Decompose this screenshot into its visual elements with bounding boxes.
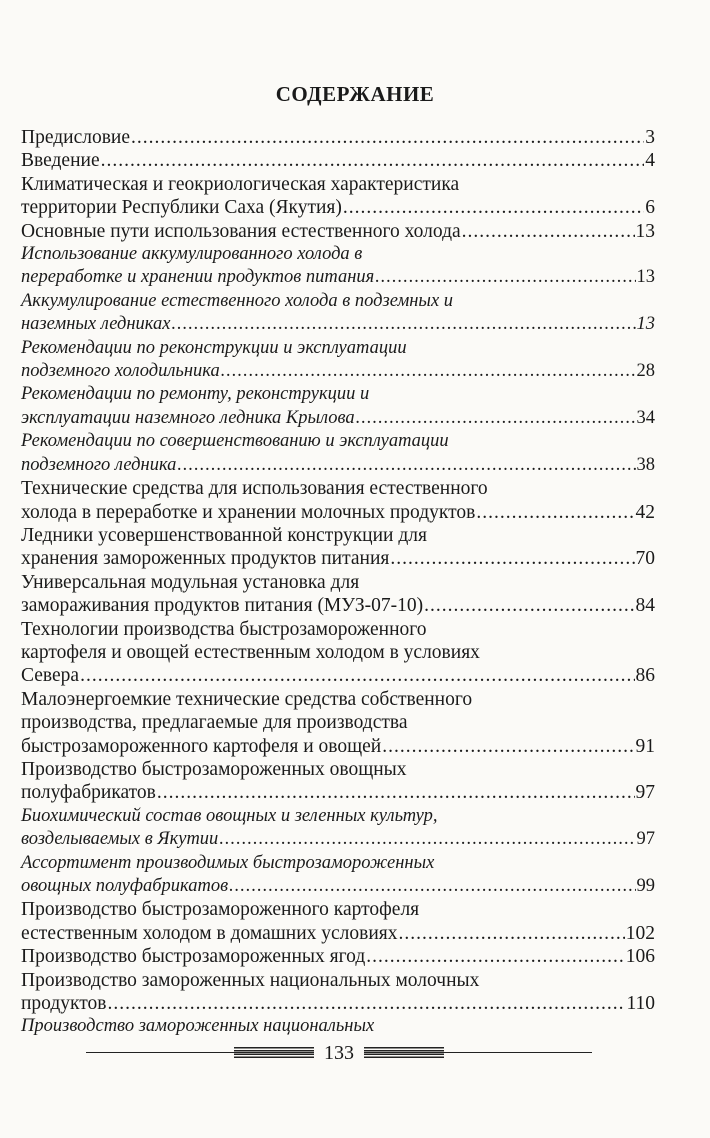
toc-entry [21,758,655,805]
toc-page-number: 102 [625,922,655,944]
footer-ornament-right [364,1047,444,1059]
toc-entry-text: Климатическая и геокриологическая характеристика [21,173,460,195]
toc-entry-last-line [21,875,655,898]
toc-entry-text: Технические средства для использования естественного [21,478,488,500]
toc-entry-text: эксплуатации наземного ледника Крылова [21,407,355,428]
toc-entry-text: подземного ледника [21,454,177,475]
toc-page-number: 13 [636,267,655,288]
toc-entry-last-line [21,501,655,524]
toc-entry-text: Предисловие [21,127,131,148]
toc-entry [21,383,655,430]
toc-page-number: 97 [636,829,655,850]
dot-leader [476,501,634,524]
dot-leader [101,149,645,172]
toc-entry [21,1015,655,1038]
toc-entry-last-line [21,828,655,851]
toc-entry [21,477,655,524]
toc-page-number: 110 [626,993,655,1015]
toc-entry [21,126,655,149]
toc-entry [21,898,655,945]
toc-entry [21,805,655,852]
toc-entry-last-line [21,149,655,172]
toc-entry-text: возделываемых в Якутии [21,829,219,850]
toc-entry-text: быстрозамороженного картофеля и овощей [21,735,382,757]
toc-page-number: 13 [635,220,655,242]
toc-entry [21,618,655,688]
toc-page-number: 4 [645,150,655,172]
dot-leader [229,875,635,898]
toc-entry-text: Биохимический состав овощных и зеленных культур, [21,805,438,826]
toc-entry-text: подземного холодильника [21,361,220,382]
dot-leader [80,664,634,687]
toc-entry-text: Аккумулирование естественного холода в подземных и [21,290,454,311]
toc-entry [21,173,655,220]
toc-entry-text: Производство быстрозамороженного картофеля [21,899,420,921]
toc-entry-text: Основные пути использования естественного холода [21,220,461,242]
toc-entry-text: холода в переработке и хранении молочных продуктов [21,501,476,523]
dot-leader [177,454,635,477]
toc-entry-text: Производство замороженных национальных [21,1016,375,1037]
dot-leader [366,945,625,968]
toc-entry-text: замораживания продуктов питания (МУЗ-07-10) [21,595,424,617]
toc-page-number: 6 [645,197,655,219]
toc-entry-text: производства, предлагаемые для производства [21,712,408,734]
dot-leader [157,781,635,804]
toc-page-number: 99 [636,876,655,896]
toc-entry-text: Рекомендации по реконструкции и эксплуатации [21,337,407,358]
toc-page-number: 34 [636,407,655,428]
toc-entry-text: полуфабрикатов [21,782,156,804]
toc-entry [21,149,655,172]
dot-leader [343,196,644,219]
toc-page-number: 70 [635,548,655,570]
toc-entry-text: естественным холодом в домашних условиях [21,922,398,944]
toc-entry-last-line [21,735,655,758]
toc-page-number: 38 [636,454,655,475]
dot-leader [382,735,634,758]
toc-entry-text: Ледники усовершенствованной конструкции для [21,524,427,546]
dot-leader [356,407,636,430]
toc-entry [21,290,655,337]
toc-entry-last-line [21,594,655,617]
toc-entry-text: хранения замороженных продуктов питания [21,548,390,570]
toc-entry-text: Производство быстрозамороженных ягод [21,946,366,968]
toc-entry [21,969,655,1016]
toc-entry [21,337,655,384]
toc-entry-last-line [21,220,655,243]
toc-entry-text: картофеля и овощей естественным холодом в условиях [21,641,480,663]
toc-entry-text: переработке и хранении продуктов питания [21,267,375,288]
toc-entry-last-line [21,454,655,477]
toc-entry-text: Использование аккумулированного холода в [21,244,363,265]
toc-entry-last-line [21,664,655,687]
page-title: СОДЕРЖАНИЕ [275,82,435,106]
dot-leader [390,547,634,570]
dot-leader [171,313,635,336]
toc-entry-text: овощных полуфабрикатов [21,876,229,896]
toc-page-number: 3 [645,127,655,148]
dot-leader [399,922,625,945]
toc-entry-last-line [21,945,655,968]
toc-entry-text: Ассортимент производимых быстрозамороженных [21,852,435,873]
toc-entry-last-line [21,196,655,219]
dot-leader [462,220,635,243]
page-number: 133 [324,1041,354,1064]
dot-leader [219,828,635,851]
toc-page-number: 106 [625,946,655,968]
toc-entry [21,571,655,618]
toc-entry-last-line [21,126,655,149]
toc-entry [21,430,655,477]
toc-entry-last-line [21,992,655,1015]
toc-entry-text: Рекомендации по совершенствованию и эксплуатации [21,431,449,452]
toc-entry [21,243,655,290]
toc-entry [21,688,655,758]
toc-page-number: 13 [636,314,655,335]
toc-entry-last-line [21,547,655,570]
toc-page-number: 91 [635,735,655,757]
toc-entry-last-line [21,922,655,945]
toc-page-number: 97 [635,782,655,804]
toc-entry-text: Производство замороженных национальных молочных [21,969,480,991]
toc-page-number: 28 [636,361,655,382]
toc-entry-text: Севера [21,665,80,687]
toc-entry-text: Технологии производства быстрозамороженного [21,618,427,640]
toc-entry-text: Производство быстрозамороженных овощных [21,758,407,780]
footer-rule-right [364,1047,592,1059]
toc-entry-last-line [21,313,655,336]
dot-leader [131,126,644,149]
toc-page-number: 84 [635,595,655,617]
dot-leader [221,360,636,383]
toc-entry-text: наземных ледниках [21,314,171,335]
table-of-contents [21,126,655,1039]
toc-entry [21,945,655,968]
dot-leader [424,594,634,617]
toc-entry-text: территории Республики Саха (Якутия) [21,197,342,219]
toc-entry-text: продуктов [21,993,107,1015]
toc-entry-text: Универсальная модульная установка для [21,571,360,593]
toc-entry [21,220,655,243]
toc-page-number: 86 [635,665,655,687]
toc-entry [21,852,655,899]
toc-entry-last-line [21,360,655,383]
dot-leader [107,992,625,1015]
toc-entry-last-line [21,781,655,804]
toc-entry-last-line [21,266,655,289]
toc-entry-last-line [21,407,655,430]
toc-entry-text: Введение [21,150,100,172]
footer-rule-left [86,1047,314,1059]
page-footer [86,1038,592,1068]
dot-leader [375,266,635,289]
toc-entry-text: Малоэнергоемкие технические средства собственного [21,688,473,710]
toc-entry [21,524,655,571]
toc-page-number: 42 [635,501,655,523]
toc-entry-text: Рекомендации по ремонту, реконструкции и [21,384,370,405]
footer-ornament-left [234,1047,314,1059]
